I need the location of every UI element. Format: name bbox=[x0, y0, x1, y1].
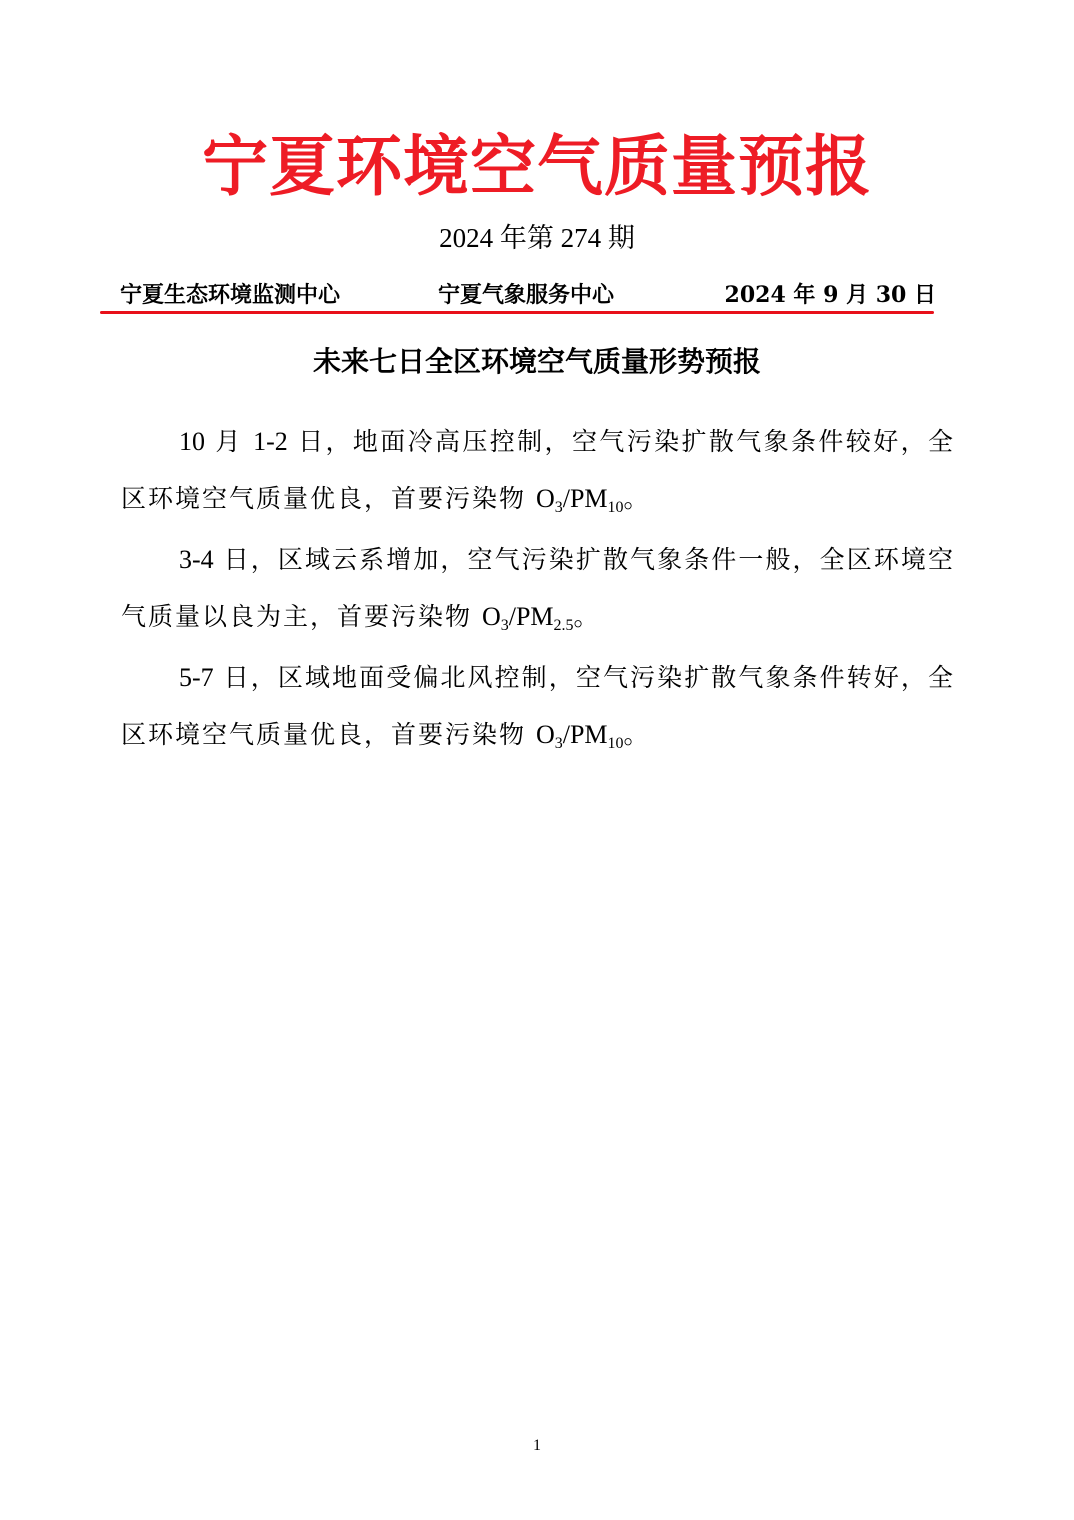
paragraph-end: 。 bbox=[623, 720, 651, 749]
day-range: 1-2 bbox=[253, 427, 288, 456]
paragraph-text: 日，区域云系增加，空气污染扩散气象条件一般，全区环境空气质量以良为主，首要污染物 bbox=[121, 545, 955, 631]
pollutant-ozone-subscript: 3 bbox=[554, 735, 563, 752]
day-range: 5-7 bbox=[179, 663, 214, 692]
day-range: 3-4 bbox=[179, 545, 214, 574]
paragraph-text: 日，地面冷高压控制，空气污染扩散气象条件较好，全区环境空气质量优良，首要污染物 bbox=[121, 427, 955, 513]
month-number: 10 bbox=[179, 427, 205, 456]
pollutant-pm-subscript: 2.5 bbox=[553, 617, 574, 634]
paragraph-text: 日，区域地面受偏北风控制，空气污染扩散气象条件转好，全区环境空气质量优良，首要污染物 bbox=[121, 663, 955, 749]
forecast-title: 未来七日全区环境空气质量形势预报 bbox=[312, 345, 761, 378]
pollutant-ozone: O bbox=[481, 602, 501, 631]
forecast-paragraph-3 bbox=[121, 649, 955, 767]
red-divider-rule bbox=[100, 311, 934, 314]
issuer-meteorological-center: 宁夏气象服务中心 bbox=[438, 282, 615, 308]
pollutant-pm-subscript: 10 bbox=[607, 499, 624, 516]
pollutant-ozone: O bbox=[535, 720, 555, 749]
pollutant-ozone: O bbox=[535, 484, 555, 513]
issue-date: 2024 年 9 月 30 日 bbox=[724, 282, 936, 308]
pollutant-pm-subscript: 10 bbox=[607, 735, 624, 752]
month-label: 月 bbox=[205, 427, 254, 456]
issuer-line bbox=[120, 278, 936, 312]
paragraph-end: 。 bbox=[573, 602, 601, 631]
forecast-body bbox=[121, 413, 955, 767]
pollutant-ozone-subscript: 3 bbox=[500, 617, 509, 634]
pollutant-pm: /PM bbox=[508, 602, 554, 631]
pollutant-ozone-subscript: 3 bbox=[554, 499, 563, 516]
forecast-paragraph-1 bbox=[121, 413, 955, 531]
pollutant-pm: /PM bbox=[562, 720, 608, 749]
masthead-title: 宁夏环境空气质量预报 bbox=[202, 127, 872, 205]
pollutant-pm: /PM bbox=[562, 484, 608, 513]
issue-number: 2024 年第 274 期 bbox=[439, 223, 635, 253]
paragraph-end: 。 bbox=[623, 484, 651, 513]
forecast-paragraph-2 bbox=[121, 531, 955, 649]
page-number: 1 bbox=[533, 1437, 541, 1454]
issuer-monitoring-center: 宁夏生态环境监测中心 bbox=[120, 282, 341, 308]
